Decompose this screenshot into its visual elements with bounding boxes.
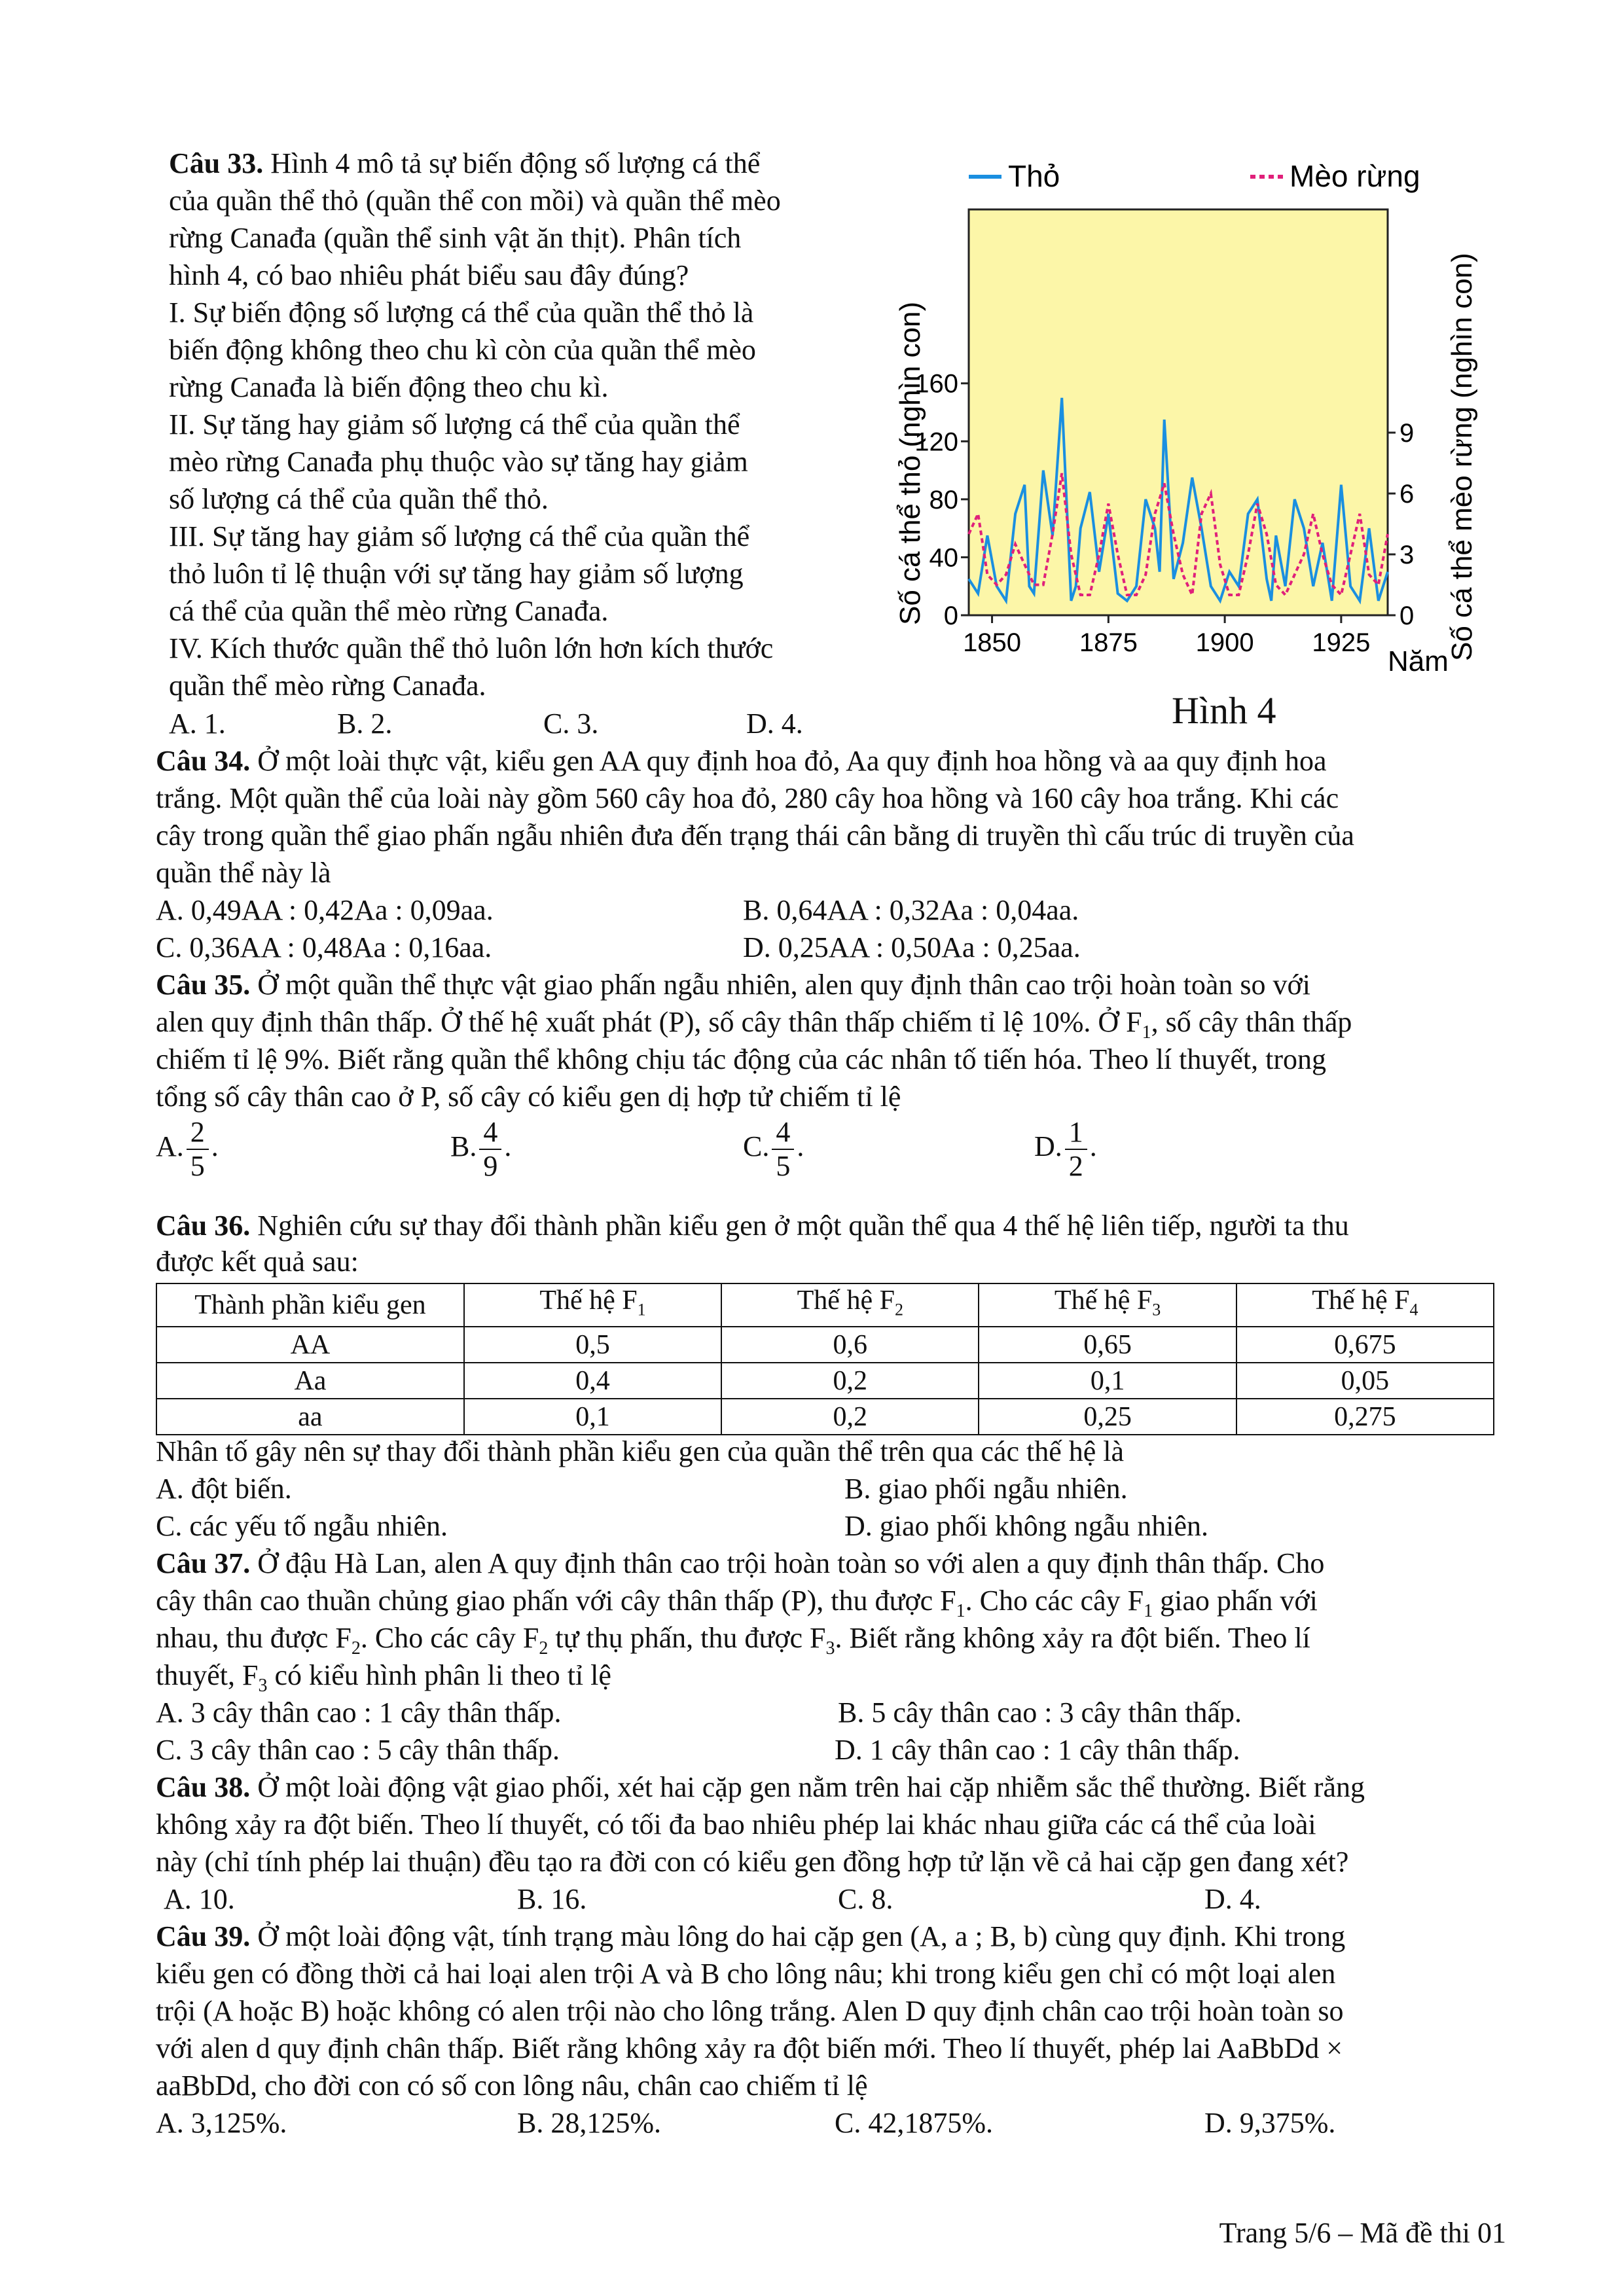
q34-option-a: A. 0,49AA : 0,42Aa : 0,09aa. <box>156 894 494 926</box>
y-right-tick-label: 3 <box>1399 541 1415 569</box>
q33-statement-2: II. Sự tăng hay giảm số lượng cá thể của quần thể <box>169 408 740 440</box>
q33-option-c: C. 3. <box>543 708 599 740</box>
q33-statement-1: I. Sự biến động số lượng cá thể của quần thể thỏ là <box>169 296 754 329</box>
table-cell: 0,1 <box>979 1363 1236 1399</box>
table-header-cell: Thế hệ $F_4$ <box>1236 1283 1494 1327</box>
q37-option-c: C. 3 cây thân cao : 5 cây thân thấp. <box>156 1734 560 1766</box>
q33-line-13: cá thể của quần thể mèo rừng Canađa. <box>169 595 609 627</box>
q38-label: Câu 38. <box>156 1771 251 1803</box>
q33-line-2: của quần thể thỏ (quần thể con mồi) và quần thể mèo <box>169 185 781 217</box>
table-cell: 0,675 <box>1236 1327 1494 1363</box>
x-tick-label: 1925 <box>1312 628 1371 657</box>
table-header-row <box>156 1283 1494 1327</box>
q37-line-3: nhau, thu được $F_2$. Cho các cây $F_2$ tự thụ phấn, thu được $F_3$. Biết rằng không xảy ra đột biến. Theo lí <box>156 1622 1310 1659</box>
q36-label: Câu 36. <box>156 1210 251 1242</box>
table-cell: 0,05 <box>1236 1363 1494 1399</box>
q37-option-d: D. 1 cây thân cao : 1 cây thân thấp. <box>835 1734 1240 1766</box>
table-cell: 0,275 <box>1236 1399 1494 1435</box>
table-row <box>156 1399 1494 1435</box>
q35-option-c: C. $\frac{4}{5}$ . <box>743 1116 804 1182</box>
q33-option-d: D. 4. <box>746 708 803 740</box>
q33-line-4: hình 4, có bao nhiêu phát biểu sau đây đúng? <box>169 259 689 291</box>
q35-line-4: tổng số cây thân cao ở P, số cây có kiểu gen dị hợp tử chiếm tỉ lệ <box>156 1081 901 1113</box>
q39-option-d: D. 9,375%. <box>1204 2107 1336 2139</box>
y-axis-right-title: Số cá thể mèo rừng (nghìn con) <box>1446 253 1478 661</box>
q36-question: Nhân tố gây nên sự thay đổi thành phần kiểu gen của quần thể trên qua các thế hệ là <box>156 1435 1125 1467</box>
q33-line-6: biến động không theo chu kì còn của quần thể mèo <box>169 334 756 366</box>
q33-statement-4: IV. Kích thước quần thể thỏ luôn lớn hơn kích thước <box>169 632 774 664</box>
q37-line-1: Câu 37. Ở đậu Hà Lan, alen A quy định thân cao trội hoàn toàn so với alen a quy định thân thấp. Cho <box>156 1547 1325 1579</box>
table-header-cell: Thế hệ $F_3$ <box>979 1283 1236 1327</box>
table-cell: 0,4 <box>464 1363 721 1399</box>
y-left-tick-label: 160 <box>914 369 958 399</box>
legend-lynx-label: Mèo rừng <box>1290 159 1420 193</box>
q36-option-d: D. giao phối không ngẫu nhiên. <box>844 1510 1209 1542</box>
legend-rabbit-label: Thỏ <box>1008 159 1060 193</box>
y-right-tick-label: 6 <box>1399 480 1415 509</box>
q39-label: Câu 39. <box>156 1920 251 1952</box>
table-cell: 0,1 <box>464 1399 721 1435</box>
q35-line-2: alen quy định thân thấp. Ở thế hệ xuất phát (P), số cây thân thấp chiếm tỉ lệ 10%. Ở $F_1$, số cây thân thấp <box>156 1006 1352 1043</box>
y-left-tick-label: 0 <box>943 601 958 630</box>
x-tick-label: 1875 <box>1079 628 1138 657</box>
table-cell: 0,2 <box>721 1363 979 1399</box>
table-header-cell: Thế hệ $F_1$ <box>464 1283 721 1327</box>
q36-line-2: được kết quả sau: <box>156 1246 359 1278</box>
x-tick-label: 1900 <box>1195 628 1254 657</box>
table-cell: 0,5 <box>464 1327 721 1363</box>
q38-line-3: này (chỉ tính phép lai thuận) đều tạo ra đời con có kiểu gen đồng hợp tử lặn về cả hai cặp gen đang xét? <box>156 1846 1349 1878</box>
q33-statement-3: III. Sự tăng hay giảm số lượng cá thể của quần thể <box>169 520 750 552</box>
q37-label: Câu 37. <box>156 1547 251 1579</box>
q35-line-3: chiếm tỉ lệ 9%. Biết rằng quần thể không chịu tác động của các nhân tố tiến hóa. Theo lí thuyết, trong <box>156 1043 1327 1075</box>
table-row <box>156 1327 1494 1363</box>
q37-option-a: A. 3 cây thân cao : 1 cây thân thấp. <box>156 1696 562 1729</box>
table-cell: 0,65 <box>979 1327 1236 1363</box>
q33-line-12: thỏ luôn tỉ lệ thuận với sự tăng hay giảm số lượng <box>169 558 744 590</box>
q35-line-1: Câu 35. Ở một quần thể thực vật giao phấn ngẫu nhiên, alen quy định thân cao trội hoàn toàn so với <box>156 969 1310 1001</box>
y-axis-left-title: Số cá thể thỏ (nghìn con) <box>894 301 926 625</box>
q39-line-2: kiểu gen có đồng thời cả hai loại alen trội A và B cho lông nâu; khi trong kiểu gen chỉ có một loại alen <box>156 1958 1336 1990</box>
table-header-cell: Thành phần kiểu gen <box>156 1283 464 1327</box>
q39-line-4: với alen d quy định chân thấp. Biết rằng không xảy ra đột biến mới. Theo lí thuyết, phép lai AaBbDd × <box>156 2032 1343 2064</box>
table-header-cell: Thế hệ $F_2$ <box>721 1283 979 1327</box>
q37-line-4: thuyết, $F_3$ có kiểu hình phân li theo tỉ lệ <box>156 1659 611 1696</box>
q34-label: Câu 34. <box>156 745 251 777</box>
q33-line-10: số lượng cá thể của quần thể thỏ. <box>169 483 549 515</box>
q33-line-3: rừng Canađa (quần thể sinh vật ăn thịt). Phân tích <box>169 222 742 254</box>
figure-caption: Hình 4 <box>1172 689 1276 732</box>
x-axis-title: Năm <box>1388 645 1449 677</box>
q35-option-a: A. $\frac{2}{5}$ . <box>156 1116 219 1182</box>
q37-option-b: B. 5 cây thân cao : 3 cây thân thấp. <box>838 1696 1242 1729</box>
q33-line-15: quần thể mèo rừng Canađa. <box>169 670 486 702</box>
q39-line-1: Câu 39. Ở một loài động vật, tính trạng màu lông do hai cặp gen (A, a ; B, b) cùng quy định. Khi trong <box>156 1920 1346 1952</box>
table-cell: aa <box>156 1399 464 1435</box>
q35-option-b: B. $\frac{4}{9}$ . <box>450 1116 512 1182</box>
q37-line-2: cây thân cao thuần chủng giao phấn với cây thân thấp (P), thu được $F_1$. Cho các cây $F_1$ giao phấn với <box>156 1585 1318 1621</box>
q35-label: Câu 35. <box>156 969 251 1001</box>
q33-line-1: Câu 33. Hình 4 mô tả sự biến động số lượng cá thể <box>169 147 761 179</box>
q39-line-3: trội (A hoặc B) hoặc không có alen trội nào cho lông trắng. Alen D quy định chân cao trội hoàn toàn so <box>156 1995 1344 2027</box>
q34-option-d: D. 0,25AA : 0,50Aa : 0,25aa. <box>743 931 1081 963</box>
table-cell: Aa <box>156 1363 464 1399</box>
q33-line-7: rừng Canađa là biến động theo chu kì. <box>169 371 609 403</box>
q39-option-c: C. 42,1875%. <box>835 2107 993 2139</box>
q34-line-1: Câu 34. Ở một loài thực vật, kiểu gen AA quy định hoa đỏ, Aa quy định hoa hồng và aa quy định hoa <box>156 745 1327 777</box>
genotype-table <box>156 1283 1494 1435</box>
q39-option-a: A. 3,125%. <box>156 2107 287 2139</box>
q34-line-4: quần thể này là <box>156 857 331 889</box>
population-chart <box>871 147 1492 697</box>
q36-option-b: B. giao phối ngẫu nhiên. <box>844 1473 1128 1505</box>
q38-option-d: D. 4. <box>1204 1883 1261 1915</box>
y-right-tick-label: 9 <box>1399 419 1415 448</box>
page-footer: Trang 5/6 – Mã đề thi 01 <box>1219 2217 1506 2249</box>
y-left-tick-label: 120 <box>914 427 958 457</box>
q33-line-9: mèo rừng Canađa phụ thuộc vào sự tăng hay giảm <box>169 446 748 478</box>
table-cell: AA <box>156 1327 464 1363</box>
q35-option-d: D. $\frac{1}{2}$ . <box>1034 1116 1097 1182</box>
q34-line-3: cây trong quần thể giao phấn ngẫu nhiên đưa đến trạng thái cân bằng di truyền thì cấu trúc di truyền của <box>156 819 1354 852</box>
table-row <box>156 1363 1494 1399</box>
q34-option-b: B. 0,64AA : 0,32Aa : 0,04aa. <box>743 894 1079 926</box>
q33-option-b: B. 2. <box>337 708 393 740</box>
table-cell: 0,25 <box>979 1399 1236 1435</box>
q34-line-2: trắng. Một quần thể của loài này gồm 560 cây hoa đỏ, 280 cây hoa hồng và 160 cây hoa trắng. Khi các <box>156 782 1339 814</box>
q36-line-1: Câu 36. Nghiên cứu sự thay đổi thành phần kiểu gen ở một quần thể qua 4 thế hệ liên tiếp, người ta thu <box>156 1210 1349 1242</box>
q33-label: Câu 33. <box>169 147 264 179</box>
q36-option-c: C. các yếu tố ngẫu nhiên. <box>156 1510 448 1542</box>
q38-line-2: không xảy ra đột biến. Theo lí thuyết, có tối đa bao nhiêu phép lai khác nhau giữa các cá thể của loài <box>156 1808 1316 1840</box>
y-right-tick-label: 0 <box>1399 601 1415 630</box>
q38-option-b: B. 16. <box>517 1883 587 1915</box>
x-tick-label: 1850 <box>963 628 1022 657</box>
q38-option-a: A. 10. <box>164 1883 235 1915</box>
q36-option-a: A. đột biến. <box>156 1473 292 1505</box>
y-left-tick-label: 80 <box>929 485 958 514</box>
table-cell: 0,2 <box>721 1399 979 1435</box>
q33-option-a: A. 1. <box>169 708 226 740</box>
q38-line-1: Câu 38. Ở một loài động vật giao phối, xét hai cặp gen nằm trên hai cặp nhiễm sắc thể thường. Biết rằng <box>156 1771 1365 1803</box>
table-cell: 0,6 <box>721 1327 979 1363</box>
q39-option-b: B. 28,125%. <box>517 2107 661 2139</box>
y-left-tick-label: 40 <box>929 543 958 573</box>
q34-option-c: C. 0,36AA : 0,48Aa : 0,16aa. <box>156 931 492 963</box>
q38-option-c: C. 8. <box>838 1883 893 1915</box>
q39-line-5: aaBbDd, cho đời con có số con lông nâu, chân cao chiếm tỉ lệ <box>156 2070 868 2102</box>
